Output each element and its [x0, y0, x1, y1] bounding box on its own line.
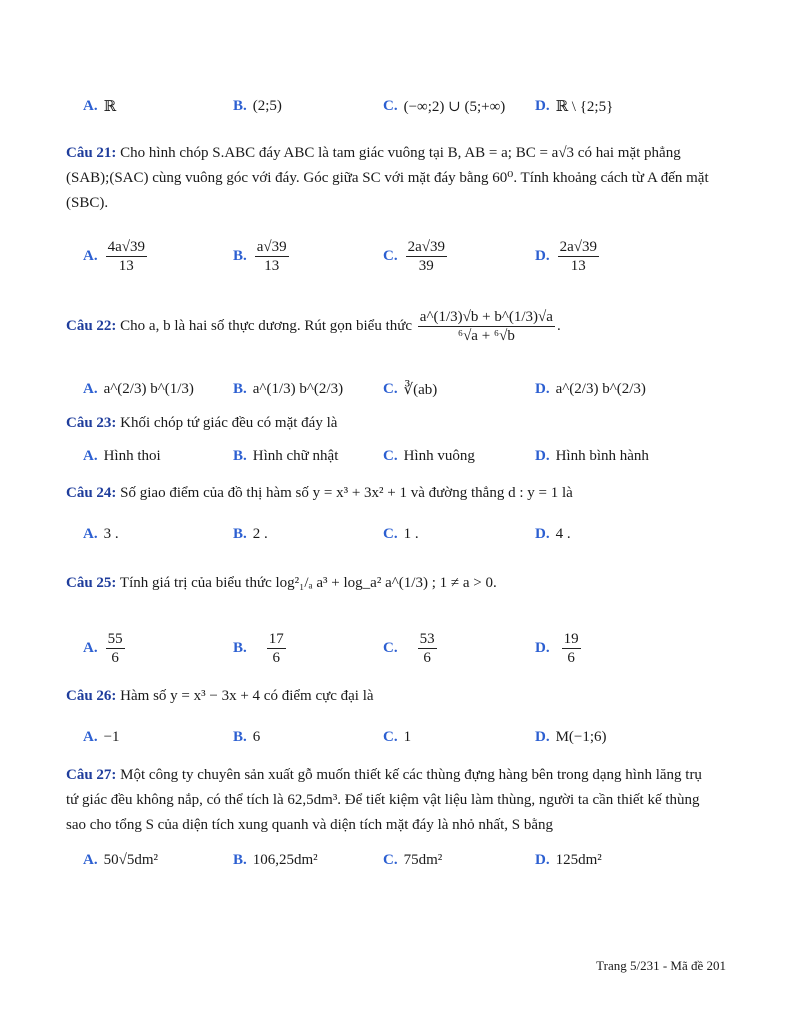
- page-footer: Trang 5/231 - Mã đề 201: [596, 958, 726, 973]
- q26-answer-c[interactable]: C. 1: [383, 728, 412, 745]
- fraction: $\frac{a√39}{13}$: [256, 238, 287, 274]
- question-21: [66, 141, 728, 216]
- q24-answer-c[interactable]: C. 1 .: [383, 525, 419, 542]
- question-24: Câu 24: Số giao điểm của đồ thị hàm số y = x³ + 3x² + 1 và đường thẳng d : y = 1 là: [66, 485, 573, 501]
- q23-answer-a[interactable]: A. Hình thoi: [83, 447, 161, 464]
- q23-answer-b[interactable]: B. Hình chữ nhật: [233, 447, 339, 464]
- fraction: $\frac{19}{6}$: [563, 630, 579, 666]
- q21-answers: [83, 236, 723, 276]
- q21-line2: (SAB);(SAC) cùng vuông góc với đáy. Góc giữa SC với mặt đáy bằng 60⁰. Tính khoảng cách từ A đến mặt: [66, 170, 709, 186]
- q27-line2: tứ giác đều không nắp, có thể tích là 62,5dm³. Để tiết kiệm vật liệu làm thùng, người ta cần thiết kế thùng: [66, 792, 700, 808]
- q21-answer-a[interactable]: A. $\frac{4a√39}{13}$: [83, 238, 145, 274]
- q23-answer-c[interactable]: C. Hình vuông: [383, 447, 475, 464]
- fraction: $\frac{53}{6}$: [419, 630, 435, 666]
- q21-line3: (SBC).: [66, 195, 109, 211]
- q22-answers: [83, 369, 723, 409]
- q27-line3: sao cho tổng S của diện tích xung quanh và diện tích mặt đáy là nhỏ nhất, S bằng: [66, 817, 553, 833]
- q22-answer-c[interactable]: C. ∛(ab): [383, 380, 438, 398]
- q25-answer-c[interactable]: C. $\frac{53}{6}$: [383, 630, 435, 666]
- fraction: $\frac{17}{6}$: [268, 630, 284, 666]
- q26-answer-a[interactable]: A. −1: [83, 728, 120, 745]
- q27-answers: [83, 840, 723, 880]
- q20-answer-d[interactable]: D. ℝ \ {2;5}: [535, 97, 614, 115]
- q25-answer-b[interactable]: B. $\frac{17}{6}$: [233, 630, 284, 666]
- q21-answer-c[interactable]: C. $\frac{2a√39}{39}$: [383, 238, 445, 274]
- q24-answer-a[interactable]: A. 3 .: [83, 525, 119, 542]
- fraction: $\frac{2a√39}{39}$: [407, 238, 445, 274]
- q22-expression: $\frac{a\^{}(1/3)√b + b\^{}(1/3)√a}{\text{⁶√a + ⁶√b}}$: [419, 308, 553, 344]
- q27-line1: Câu 27: Một công ty chuyên sản xuất gỗ muốn thiết kế các thùng đựng hàng bên trong dạng hình lăng trụ: [66, 767, 702, 783]
- q26-answers: [83, 717, 723, 757]
- q21-answer-d[interactable]: D. $\frac{2a√39}{13}$: [535, 238, 597, 274]
- q24-answer-d[interactable]: D. 4 .: [535, 525, 571, 542]
- q21-answer-b[interactable]: B. $\frac{a√39}{13}$: [233, 238, 287, 274]
- q25-answer-d[interactable]: D. $\frac{19}{6}$: [535, 630, 579, 666]
- question-25: Câu 25: Tính giá trị của biểu thức log²₁/ₐ a³ + log_a² a^(1/3) ; 1 ≠ a > 0.: [66, 575, 497, 591]
- fraction: $\frac{4a√39}{13}$: [107, 238, 145, 274]
- q25-answers: [83, 628, 723, 668]
- q20-answer-c[interactable]: C. (−∞;2) ∪ (5;+∞): [383, 97, 506, 115]
- q26-answer-b[interactable]: B. 6: [233, 728, 261, 745]
- question-27: [66, 763, 728, 838]
- question-26: Câu 26: Hàm số y = x³ − 3x + 4 có điểm cực đại là: [66, 688, 374, 704]
- q23-answers: [83, 436, 723, 476]
- q27-answer-a[interactable]: A. 50√5dm²: [83, 851, 158, 868]
- q27-answer-b[interactable]: B. 106,25dm²: [233, 851, 318, 868]
- q22-answer-b[interactable]: B. a^(1/3) b^(2/3): [233, 380, 344, 397]
- q23-answer-d[interactable]: D. Hình bình hành: [535, 447, 649, 464]
- question-23: Câu 23: Khối chóp tứ giác đều có mặt đáy là: [66, 415, 338, 431]
- q21-line1: Câu 21: Cho hình chóp S.ABC đáy ABC là tam giác vuông tại B, AB = a; BC = a√3 có hai mặt phẳng: [66, 145, 681, 161]
- q22-answer-a[interactable]: A. a^(2/3) b^(1/3): [83, 380, 194, 397]
- q26-answer-d[interactable]: D. M(−1;6): [535, 728, 607, 745]
- q20-answers: [83, 86, 723, 126]
- q20-answer-a[interactable]: A. ℝ: [83, 97, 117, 115]
- q20-answer-b[interactable]: B. (2;5): [233, 97, 282, 114]
- fraction: $\frac{55}{6}$: [107, 630, 123, 666]
- q22-answer-d[interactable]: D. a^(2/3) b^(2/3): [535, 380, 646, 397]
- fraction: $\frac{2a√39}{13}$: [559, 238, 597, 274]
- q24-answers: [83, 514, 723, 554]
- q24-answer-b[interactable]: B. 2 .: [233, 525, 268, 542]
- q27-answer-c[interactable]: C. 75dm²: [383, 851, 443, 868]
- q25-answer-a[interactable]: A. $\frac{55}{6}$: [83, 630, 123, 666]
- q27-answer-d[interactable]: D. 125dm²: [535, 851, 602, 868]
- question-22: Câu 22: Cho a, b là hai số thực dương. Rút gọn biểu thức $\frac{a\^{}(1/3)√b + b\^{}(1/3)√a}{\text{⁶√a + ⁶√b}}$ .: [66, 308, 561, 344]
